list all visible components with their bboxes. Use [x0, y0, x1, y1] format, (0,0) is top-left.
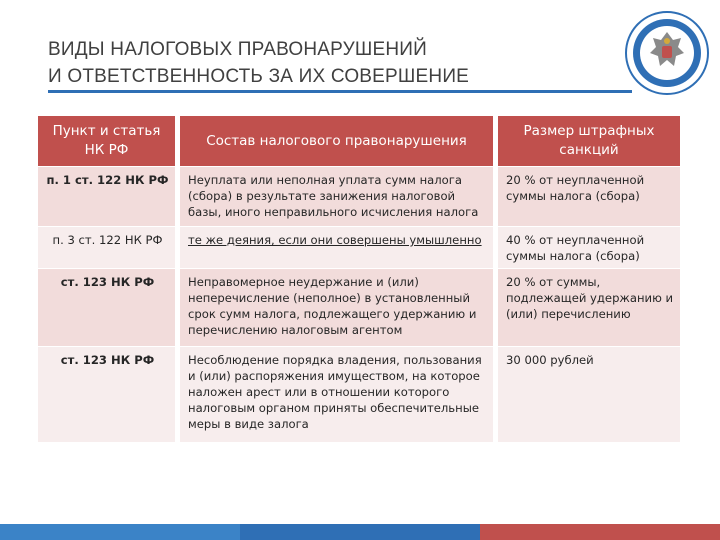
cell-offense: Несоблюдение порядка владения, пользования и (или) распоряжения имуществом, на которое наложен арест или в отношении которого налоговым органом приняты обеспечительные меры в виде залога [180, 346, 498, 442]
cell-penalty: 40 % от неуплаченной суммы налога (сбора) [498, 226, 680, 268]
table-row [38, 268, 680, 346]
footer-band-red [480, 524, 720, 540]
table-row [38, 166, 680, 226]
cell-offense: Неправомерное неудержание и (или) неперечисление (неполное) в установленный срок сумм налога, подлежащего удержанию и перечислению налоговым агентом [180, 268, 498, 346]
cell-article: ст. 123 НК РФ [38, 346, 180, 442]
footer-color-band [0, 524, 720, 540]
cell-penalty: 20 % от неуплаченной суммы налога (сбора) [498, 166, 680, 226]
cell-offense: те же деяния, если они совершены умышленно [180, 226, 498, 268]
cell-offense: Неуплата или неполная уплата сумм налога (сбора) в результате занижения налоговой базы, иного неправильного исчисления налога [180, 166, 498, 226]
tax-offenses-table [38, 116, 680, 442]
cell-article: п. 3 ст. 122 НК РФ [38, 226, 180, 268]
page-title-line-1: ВИДЫ НАЛОГОВЫХ ПРАВОНАРУШЕНИЙ [48, 39, 427, 60]
header-article: Пункт и статья НК РФ [38, 116, 180, 166]
table-row [38, 226, 680, 268]
footer-band-blue [0, 524, 240, 540]
footer-band-darkblue [240, 524, 480, 540]
fns-emblem-icon [624, 10, 710, 96]
header-penalty: Размер штрафных санкций [498, 116, 680, 166]
cell-article: ст. 123 НК РФ [38, 268, 180, 346]
cell-article: п. 1 ст. 122 НК РФ [38, 166, 180, 226]
title-underline [48, 90, 632, 93]
cell-penalty: 20 % от суммы, подлежащей удержанию и (или) перечислению [498, 268, 680, 346]
page-title-line-2: И ОТВЕТСТВЕННОСТЬ ЗА ИХ СОВЕРШЕНИЕ [48, 66, 470, 87]
page-title [48, 36, 608, 90]
table-header-row [38, 116, 680, 166]
cell-penalty: 30 000 рублей [498, 346, 680, 442]
table-row [38, 346, 680, 442]
header-offense: Состав налогового правонарушения [180, 116, 498, 166]
